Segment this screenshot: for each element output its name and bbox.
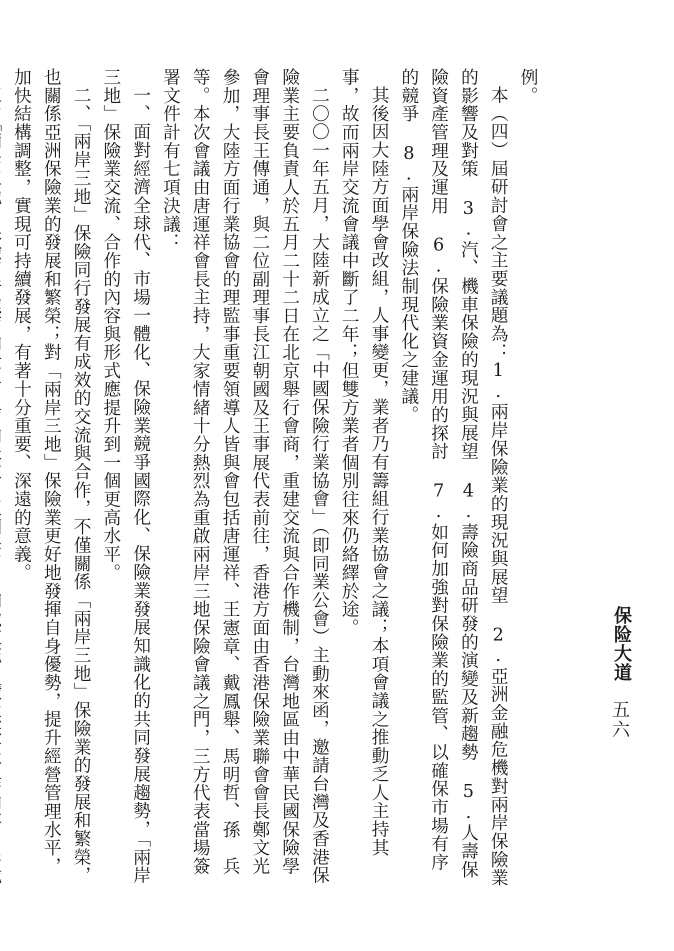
paragraph-4: 二〇〇一年五月，大陸新成立之「中國保險行業協會」（即同業公會）主動來函，邀請台灣及香港保險業主要負責人於五月二十二日在北京舉行會商，重建交流與合作機制，台灣地區由中華民國保險學會理事長王傳通，與二位副理事長江朝國及王事展代表前往，香港方面由香港保險業聯會會長鄭文光參加，大陸方面行業協會的理監事重要領導人皆與會包括唐運祥、王憲章、戴鳳舉、馬明哲、孫 兵等。本次會議由唐運祥會長主持，大家情緒十分熱烈為重啟兩岸三地保險會議之門，三方代表當場簽署文件計有七項決議：: [160, 68, 330, 885]
body-text: [11, 68, 542, 888]
journal-title: 保险大道: [611, 606, 632, 682]
paragraph-1: 例。: [518, 68, 538, 105]
resolution-3: [0, 68, 6, 888]
page-number: 五六: [609, 700, 630, 740]
running-header: [608, 606, 632, 682]
paragraph-2: 本（四）屆研討會之主要議題為：1.兩岸保險業的現況與展望 2.亞洲金融危機對兩岸保險業的影響及對策 3.汽、機車保險的現況與展望 4.壽險商品研發的演變及新趨勢 5.人壽保險資產管理及運用 6.保險業資金運用的探討 7.如何加強對保險業的監管、以確保市場有序的競爭 8.兩岸保險法制現代化之建議。: [398, 68, 509, 887]
resolution-1: 一、面對經濟全球代、市場一體化、保險業競爭國際化、保險業發展知識化的共同發展趨勢，「兩岸三地」保險業交流、合作的內容與形式應提升到一個更高水平。: [100, 68, 151, 885]
resolution-2: 二、「兩岸三地」保險同行發展有成效的交流與合作，不僅關係「兩岸三地」保險業的發展和繁榮，也關係亞洲保險業的發展和繁榮；對「兩岸三地」保險業更好地發揮自身優勢，提升經營管理水平，加快結構調整，實現可持續發展，有著十分重要、深遠的意義。: [11, 68, 92, 885]
paragraph-3: 其後因大陸方面學會改組，人事變更，業者乃有籌組行業協會之議；本項會議之推動乏人主持其事，故而兩岸交流會議中斷了二年；但雙方業者個別往來仍絡繹於途。: [339, 68, 390, 857]
